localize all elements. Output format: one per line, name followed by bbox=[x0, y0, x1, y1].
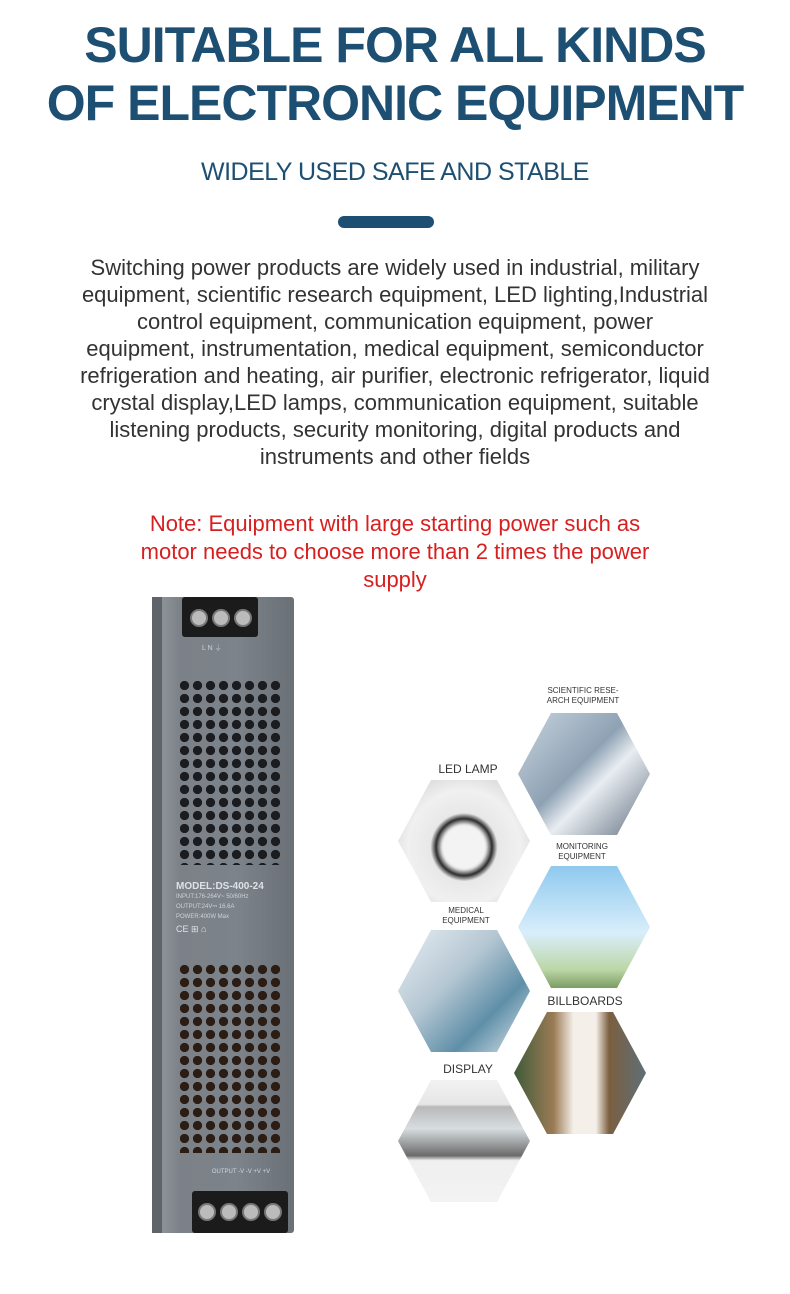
output-terminal-legend: OUTPUT -V -V +V +V bbox=[211, 1169, 271, 1175]
medical-label: MEDICAL EQUIPMENT bbox=[442, 906, 490, 925]
model-label: MODEL:DS-400-24 bbox=[176, 881, 264, 892]
monitoring-label: MONITORING EQUIPMENT bbox=[556, 842, 608, 861]
vent-grille-bottom bbox=[178, 963, 282, 1153]
page-title-line2: OF ELECTRONIC EQUIPMENT bbox=[46, 75, 744, 131]
display-image bbox=[398, 1080, 530, 1202]
note-text: Note: Equipment with large starting power such as motor needs to choose more than 2 times the power supply bbox=[140, 511, 650, 592]
billboards-image bbox=[514, 1012, 646, 1134]
screw-icon bbox=[264, 1203, 282, 1221]
title-divider bbox=[338, 216, 434, 228]
screw-icon bbox=[198, 1203, 216, 1221]
led-lamp-label: LED LAMP bbox=[438, 762, 498, 776]
output-spec: OUTPUT:24V⎓ 16.6A bbox=[176, 904, 235, 910]
input-terminal-legend: L N ⏚ bbox=[202, 645, 222, 652]
input-terminal-block bbox=[182, 597, 258, 637]
scientific-label: SCIENTIFIC RESE-ARCH EQUIPMENT bbox=[546, 686, 620, 705]
medical-equipment-image bbox=[398, 930, 530, 1052]
screw-icon bbox=[190, 609, 208, 627]
screw-icon bbox=[212, 609, 230, 627]
scientific-equipment-image bbox=[518, 713, 650, 835]
screw-icon bbox=[242, 1203, 260, 1221]
page-title-line1: SUITABLE FOR ALL KINDS bbox=[84, 17, 706, 73]
billboards-label: BILLBOARDS bbox=[547, 994, 623, 1008]
power-supply-image bbox=[152, 597, 294, 1233]
screw-icon bbox=[234, 609, 252, 627]
description-text: Switching power products are widely used in industrial, military equipment, scientific research equipment, LED lighting,Industrial control equipment, communication equipment, power equipment, instrumentation, medical equipment, semiconductor refrigeration and heating, air purifier, electronic refrigerator, liquid crystal display,LED lamps, communication equipment, suitable listening products, security monitoring, digital products and instruments and other fields bbox=[80, 255, 710, 469]
certification-marks: CE ⊞ ⌂ bbox=[176, 924, 207, 934]
output-terminal-block bbox=[192, 1191, 288, 1233]
input-spec: INPUT:176-264V~ 50/60Hz bbox=[176, 894, 249, 900]
psu-edge bbox=[152, 597, 162, 1233]
screw-icon bbox=[220, 1203, 238, 1221]
vent-grille-top bbox=[178, 679, 282, 865]
power-spec: POWER:400W Max bbox=[176, 914, 230, 920]
led-lamp-image bbox=[398, 780, 530, 902]
monitoring-equipment-image bbox=[518, 866, 650, 988]
display-label: DISPLAY bbox=[443, 1062, 493, 1076]
page-subtitle: WIDELY USED SAFE AND STABLE bbox=[200, 158, 589, 186]
product-label bbox=[176, 881, 286, 935]
